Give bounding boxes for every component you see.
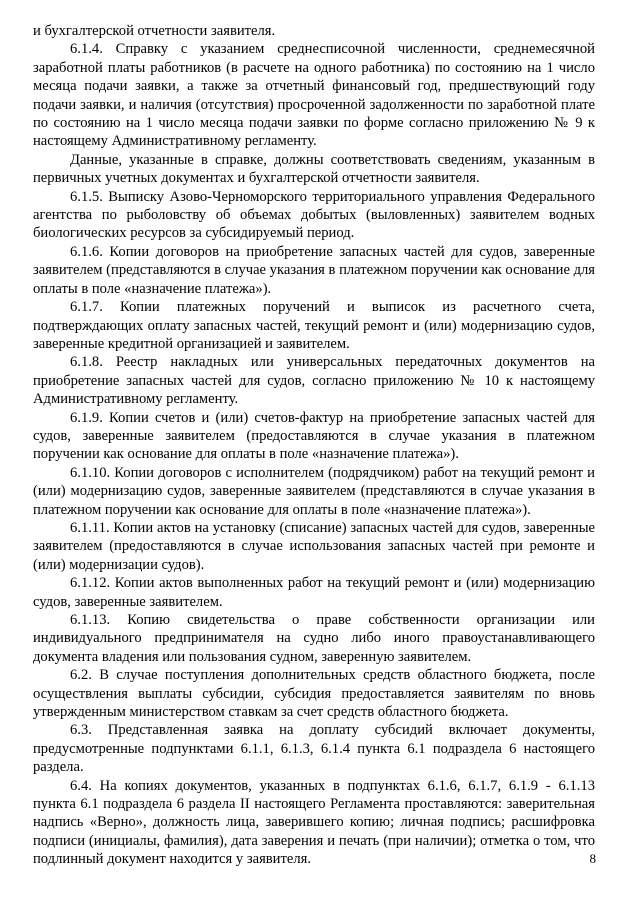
paragraph-6-1-6: 6.1.6. Копии договоров на приобретение запасных частей для судов, заверенные заявителем (представляются в случае указания в платежном поручении как основание для оплаты в поле «назначение платежа»). [33, 243, 596, 297]
document-body [33, 22, 595, 869]
paragraph-6-1-4: 6.1.4. Справку с указанием среднесписочной численности, среднемесячной заработной платы работников (в расчете на одного работника) по состоянию на 1 число месяца подачи заявки, а также за отчетный финансовый год, предшествующий году подачи заявки, и наличия (отсутствия) просроченной задолженности по заработной плате по состоянию на 1 число месяца подачи заявки по форме согласно приложению № 9 к настоящему Административному регламенту. [33, 41, 595, 150]
page-number: 8 [589, 851, 596, 866]
paragraph-6-1-5: 6.1.5. Выписку Азово-Черноморского территориального управления Федерального агентства по рыболовству об объемах добытых (выловленных) заявителем водных биологических ресурсов за субсидируемый период. [33, 188, 595, 242]
paragraph-6-1-10: 6.1.10. Копии договоров с исполнителем (подрядчиком) работ на текущий ремонт и (или) модернизацию судов, заверенные заявителем (представляются в случае указания в платежном поручении как основание для оплаты в поле «назначение платежа»). [33, 464, 595, 518]
paragraph-6-1-13: 6.1.13. Копию свидетельства о праве собственности организации или индивидуального предпринимателя на судно либо иного правоустанавливающего документа владения или пользования судном, заверенную заявителем. [33, 612, 595, 665]
paragraph-6-4: 6.4. На копиях документов, указанных в подпунктах 6.1.6, 6.1.7, 6.1.9 - 6.1.13 пункта 6.1 подраздела 6 раздела II настоящего Регламента проставляются: заверительная надпись «Верно», должность лица, заверившего копию; личная подпись; расшифровка подписи (инициалы, фамилия), дата заверения и печать (при наличии); отметка о том, что подлинный документ находится у заявителя. [33, 777, 595, 868]
paragraph-6-3: 6.3. Представленная заявка на доплату субсидий включает документы, предусмотренные подпунктами 6.1.1, 6.1.3, 6.1.4 пункта 6.1 подраздела 6 настоящего раздела. [33, 722, 595, 776]
paragraph-6-1-11: 6.1.11. Копии актов на установку (списание) запасных частей для судов, заверенные заявителем (предоставляются в случае использования запасных частей при ремонте и (или) модернизации судов). [33, 519, 595, 573]
paragraph-data-note: Данные, указанные в справке, должны соответствовать сведениям, указанным в первичных учетных документах и бухгалтерской отчетности заявителя. [33, 151, 595, 187]
paragraph-6-1-12: 6.1.12. Копии актов выполненных работ на текущий ремонт и (или) модернизацию судов, заверенные заявителем. [33, 575, 595, 610]
paragraph-6-1-7: 6.1.7. Копии платежных поручений и выписок из расчетного счета, подтверждающих оплату запасных частей, текущий ремонт и (или) модернизацию судов, заверенные кредитной организацией и заявителем. [33, 299, 595, 352]
paragraph-6-1-9: 6.1.9. Копии счетов и (или) счетов-фактур на приобретение запасных частей для судов, заверенные заявителем (предоставляются в случае указания в платежном поручении как основание для оплаты в поле «назначение платежа»). [33, 409, 595, 463]
paragraph-continuation: и бухгалтерской отчетности заявителя. [33, 23, 276, 39]
paragraph-6-2: 6.2. В случае поступления дополнительных средств областного бюджета, после осуществления выплаты субсидии, субсидия предоставляется заявителям по вновь утвержденным министерством ставкам за счет средств областного бюджета. [33, 667, 595, 721]
paragraph-6-1-8: 6.1.8. Реестр накладных или универсальных передаточных документов на приобретение запасных частей для судов, согласно приложению № 10 к настоящему Административному регламенту. [33, 354, 595, 408]
